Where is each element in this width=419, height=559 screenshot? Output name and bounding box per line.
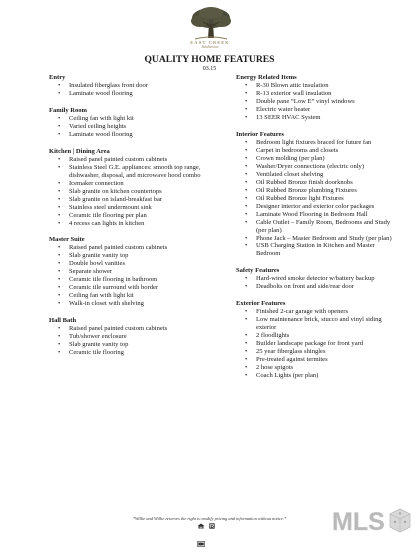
- bullet-icon: •: [245, 162, 248, 170]
- feature-item: [58, 260, 221, 268]
- feature-text: Phone Jack – Master Bedroom and Study (per plan): [256, 234, 392, 242]
- bullet-icon: •: [245, 98, 248, 106]
- feature-list: [49, 325, 221, 357]
- bullet-icon: •: [58, 82, 61, 90]
- bullet-icon: •: [58, 276, 61, 284]
- mls-logo: [330, 500, 412, 536]
- feature-item: [58, 155, 221, 164]
- feature-text: 2 floodlights: [256, 331, 290, 339]
- equal-housing-icon: [197, 523, 205, 529]
- feature-item: [58, 292, 221, 300]
- section-family-room: [49, 107, 221, 139]
- bullet-icon: •: [245, 210, 248, 218]
- feature-text: Laminate Wood Flooring in Bedroom Hall: [256, 210, 368, 218]
- feature-text: Separate shower: [69, 268, 113, 276]
- bullet-icon: •: [58, 115, 61, 123]
- realtor-icon: [209, 523, 215, 529]
- feature-text: Laminate wood flooring: [69, 131, 133, 139]
- section-heading: Kitchen | Dining Area: [49, 147, 110, 155]
- bullet-icon: •: [58, 195, 61, 203]
- bullet-icon: •: [58, 268, 61, 276]
- bullet-icon: •: [58, 292, 61, 300]
- feature-item: [58, 325, 221, 333]
- feature-text: Cable Outlet – Family Room, Bedrooms and Study (per plan): [256, 218, 391, 234]
- feature-text: Laminate wood flooring: [69, 90, 133, 98]
- bullet-icon: •: [58, 348, 61, 356]
- bullet-icon: •: [245, 283, 248, 291]
- feature-item: [245, 178, 398, 187]
- bullet-icon: •: [58, 90, 61, 98]
- feature-list: [49, 244, 221, 308]
- feature-text: Double pane “Low E” vinyl windows: [256, 98, 355, 106]
- feature-text: Deadbolts on front and side/rear door: [256, 283, 354, 291]
- bullet-icon: •: [58, 211, 61, 219]
- feature-item: [58, 244, 221, 252]
- feature-text: Ceramic tile flooring per plan: [69, 211, 147, 219]
- bullet-icon: •: [58, 340, 61, 348]
- feature-text: Varied ceiling heights: [69, 123, 127, 131]
- bullet-icon: •: [58, 300, 61, 308]
- feature-text: Electric water heater: [256, 106, 311, 114]
- feature-item: [58, 284, 221, 292]
- feature-text: Finished 2-car garage with openers: [256, 308, 348, 316]
- feature-text: Stainless Steel G.E. appliances: smooth top range, dishwasher, disposal, and microwave hood combo: [69, 163, 201, 179]
- feature-item: [58, 211, 221, 220]
- compliance-badges: [197, 523, 223, 530]
- feature-item: [245, 218, 398, 235]
- bullet-icon: •: [245, 331, 248, 339]
- feature-text: Washer/Dryer connections (electric only): [256, 162, 364, 170]
- bullet-icon: •: [58, 155, 61, 163]
- feature-item: [245, 283, 398, 291]
- section-heading: Safety Features: [236, 266, 280, 274]
- feature-item: [58, 268, 221, 276]
- bullet-icon: •: [58, 325, 61, 332]
- east-creek-tree-logo: [185, 6, 237, 44]
- feature-item: [58, 219, 221, 228]
- feature-text: Designer interior and exterior color packages: [256, 202, 375, 210]
- feature-item: [58, 115, 221, 123]
- feature-text: 13 SEER HVAC System: [256, 114, 321, 122]
- mls-logo-text: MLS: [332, 508, 385, 536]
- feature-text: Tub/shower enclosure: [69, 332, 127, 340]
- feature-text: Oil Rubbed Bronze light Fixtures: [256, 194, 344, 202]
- feature-item: [245, 210, 398, 219]
- feature-text: Stainless steel undermount sink: [69, 203, 152, 211]
- feature-item: [58, 82, 221, 90]
- feature-item: [58, 340, 221, 349]
- bullet-icon: •: [245, 82, 248, 90]
- bullet-icon: •: [58, 131, 61, 139]
- feature-text: Coach Lights (per plan): [256, 371, 319, 379]
- feature-text: Slab granite on kitchen countertops: [69, 187, 162, 195]
- feature-text: Ceramic tile surround with border: [69, 284, 159, 292]
- brand-name: EAST CREEK: [190, 40, 230, 45]
- feature-item: [245, 355, 398, 364]
- feature-text: Ceiling fan with light kit: [69, 115, 134, 123]
- bullet-icon: •: [245, 339, 248, 347]
- feature-item: [245, 331, 398, 340]
- feature-item: [245, 139, 398, 147]
- feature-text: Hard-wired smoke detector w/battery backup: [256, 275, 375, 283]
- mls-cube-icon: [390, 509, 410, 532]
- feature-item: [245, 194, 398, 203]
- feature-list: [236, 308, 398, 380]
- bullet-icon: •: [58, 284, 61, 292]
- feature-text: Oil Rubbed Bronze finish doorknobs: [256, 178, 353, 186]
- feature-text: Slab granite vanity top: [69, 252, 129, 260]
- feature-text: Ceramic tile flooring in bathroom: [69, 276, 158, 284]
- feature-text: Crown molding (per plan): [256, 154, 325, 162]
- feature-item: [245, 234, 398, 243]
- bullet-icon: •: [245, 218, 248, 226]
- section-hall-bath: [49, 317, 221, 357]
- bullet-icon: •: [58, 203, 61, 211]
- section-heading: Hall Bath: [49, 316, 77, 324]
- section-safety-features: [236, 267, 398, 291]
- feature-list: [49, 156, 221, 228]
- mls-small-icon: [197, 541, 205, 547]
- feature-text: Icemaker connection: [69, 179, 124, 187]
- bullet-icon: •: [245, 371, 248, 379]
- bullet-icon: •: [245, 202, 248, 210]
- section-kitchen-dining-area: [49, 148, 221, 228]
- feature-item: [58, 187, 221, 196]
- feature-list: [236, 139, 398, 258]
- feature-text: 4 recess can lights in kitchen: [69, 219, 145, 227]
- section-heading: Master Suite: [49, 236, 85, 244]
- bullet-icon: •: [58, 260, 61, 268]
- feature-text: Ceiling fan with light kit: [69, 292, 134, 300]
- feature-text: R-13 exterior wall insulation: [256, 90, 332, 98]
- bullet-icon: •: [58, 219, 61, 227]
- bullet-icon: •: [58, 244, 61, 252]
- section-master-suite: [49, 236, 221, 308]
- feature-text: 25 year fiberglass shingles: [256, 347, 326, 355]
- bullet-icon: •: [245, 147, 248, 155]
- bullet-icon: •: [245, 170, 248, 178]
- feature-item: [245, 82, 398, 90]
- feature-text: Low maintenance brick, stucco and vinyl siding exterior: [256, 316, 382, 331]
- feature-text: Bedroom light fixtures braced for future fan: [256, 139, 372, 147]
- feature-text: Ventilated closet shelving: [256, 170, 324, 178]
- feature-text: Carpet in bedrooms and closets: [256, 147, 339, 155]
- feature-item: [58, 179, 221, 188]
- bullet-icon: •: [245, 234, 248, 242]
- feature-text: USB Charging Station in Kitchen and Master Bedroom: [256, 242, 375, 258]
- bullet-icon: •: [245, 308, 248, 316]
- bullet-icon: •: [245, 316, 248, 324]
- section-heading: Exterior Features: [236, 299, 286, 307]
- feature-item: [245, 170, 398, 179]
- feature-item: [245, 347, 398, 356]
- feature-item: [245, 316, 398, 332]
- bullet-icon: •: [245, 347, 248, 355]
- section-heading: Family Room: [49, 106, 88, 114]
- feature-text: Pre-treated against termites: [256, 355, 328, 363]
- feature-text: Oil Rubbed Bronze plumbing Fixtures: [256, 186, 357, 194]
- bullet-icon: •: [245, 106, 248, 114]
- feature-item: [58, 332, 221, 341]
- feature-item: [245, 90, 398, 98]
- bullet-icon: •: [245, 363, 248, 371]
- feature-list: [49, 82, 221, 98]
- section-interior-features: [236, 131, 398, 259]
- page-date: 03.15: [202, 66, 217, 72]
- right-column: [236, 74, 398, 388]
- bullet-icon: •: [245, 194, 248, 202]
- section-energy-related-items: [236, 74, 398, 122]
- feature-item: [58, 195, 221, 204]
- bullet-icon: •: [58, 332, 61, 340]
- bullet-icon: •: [245, 114, 248, 122]
- bullet-icon: •: [245, 178, 248, 186]
- feature-text: R-30 Blown attic insulation: [256, 82, 329, 90]
- feature-list: [49, 115, 221, 139]
- bullet-icon: •: [245, 242, 248, 250]
- feature-text: Walk-in closet with shelving: [69, 300, 144, 308]
- bullet-icon: •: [245, 275, 248, 283]
- section-heading: Interior Features: [236, 130, 284, 138]
- feature-item: [58, 300, 221, 308]
- feature-text: Raised panel painted custom cabinets: [69, 155, 168, 163]
- feature-item: [245, 339, 398, 348]
- feature-text: Raised panel painted custom cabinets: [69, 325, 168, 332]
- feature-item: [245, 106, 398, 114]
- feature-item: [245, 275, 398, 283]
- feature-text: Double bowl vanities: [69, 260, 126, 268]
- feature-item: [245, 98, 398, 106]
- feature-item: [245, 147, 398, 155]
- bullet-icon: •: [245, 90, 248, 98]
- section-exterior-features: [236, 300, 398, 380]
- feature-item: [245, 202, 398, 211]
- disclaimer-note: *Willie and Willie reserves the right to modify pricing and information without notice.*: [132, 516, 287, 521]
- feature-item: [245, 308, 398, 316]
- bullet-icon: •: [245, 154, 248, 162]
- feature-text: 2 hose spigots: [256, 363, 294, 371]
- feature-item: [58, 276, 221, 284]
- bullet-icon: •: [58, 187, 61, 195]
- feature-item: [245, 242, 398, 258]
- bullet-icon: •: [245, 355, 248, 363]
- bullet-icon: •: [58, 123, 61, 131]
- bullet-icon: •: [58, 163, 61, 171]
- feature-list: [236, 82, 398, 122]
- bullet-icon: •: [245, 139, 248, 147]
- feature-item: [58, 131, 221, 139]
- section-heading: Energy Related Items: [236, 74, 297, 81]
- section-entry: [49, 74, 221, 98]
- feature-item: [245, 154, 398, 163]
- feature-item: [245, 162, 398, 171]
- feature-item: [58, 90, 221, 98]
- feature-text: Slab granite vanity top: [69, 340, 129, 348]
- feature-text: Builder landscape package for front yard: [256, 339, 364, 347]
- feature-item: [58, 252, 221, 260]
- bullet-icon: •: [58, 179, 61, 187]
- brand-subtitle: Subdivision: [201, 45, 219, 49]
- feature-text: Raised panel painted custom cabinets: [69, 244, 168, 252]
- feature-item: [245, 114, 398, 122]
- feature-text: Ceramic tile flooring: [69, 348, 124, 356]
- bullet-icon: •: [245, 186, 248, 194]
- feature-list: [236, 275, 398, 291]
- feature-item: [58, 203, 221, 212]
- feature-item: [245, 371, 398, 380]
- bullet-icon: •: [58, 252, 61, 260]
- left-column: [49, 74, 221, 365]
- feature-text: Slab granite on island-breakfast bar: [69, 195, 163, 203]
- feature-item: [58, 163, 221, 180]
- page-title: QUALITY HOME FEATURES: [144, 54, 275, 65]
- feature-item: [58, 348, 221, 357]
- section-heading: Entry: [49, 74, 66, 81]
- feature-item: [245, 186, 398, 195]
- feature-item: [58, 123, 221, 131]
- feature-text: Insulated fiberglass front door: [69, 82, 148, 90]
- feature-item: [245, 363, 398, 372]
